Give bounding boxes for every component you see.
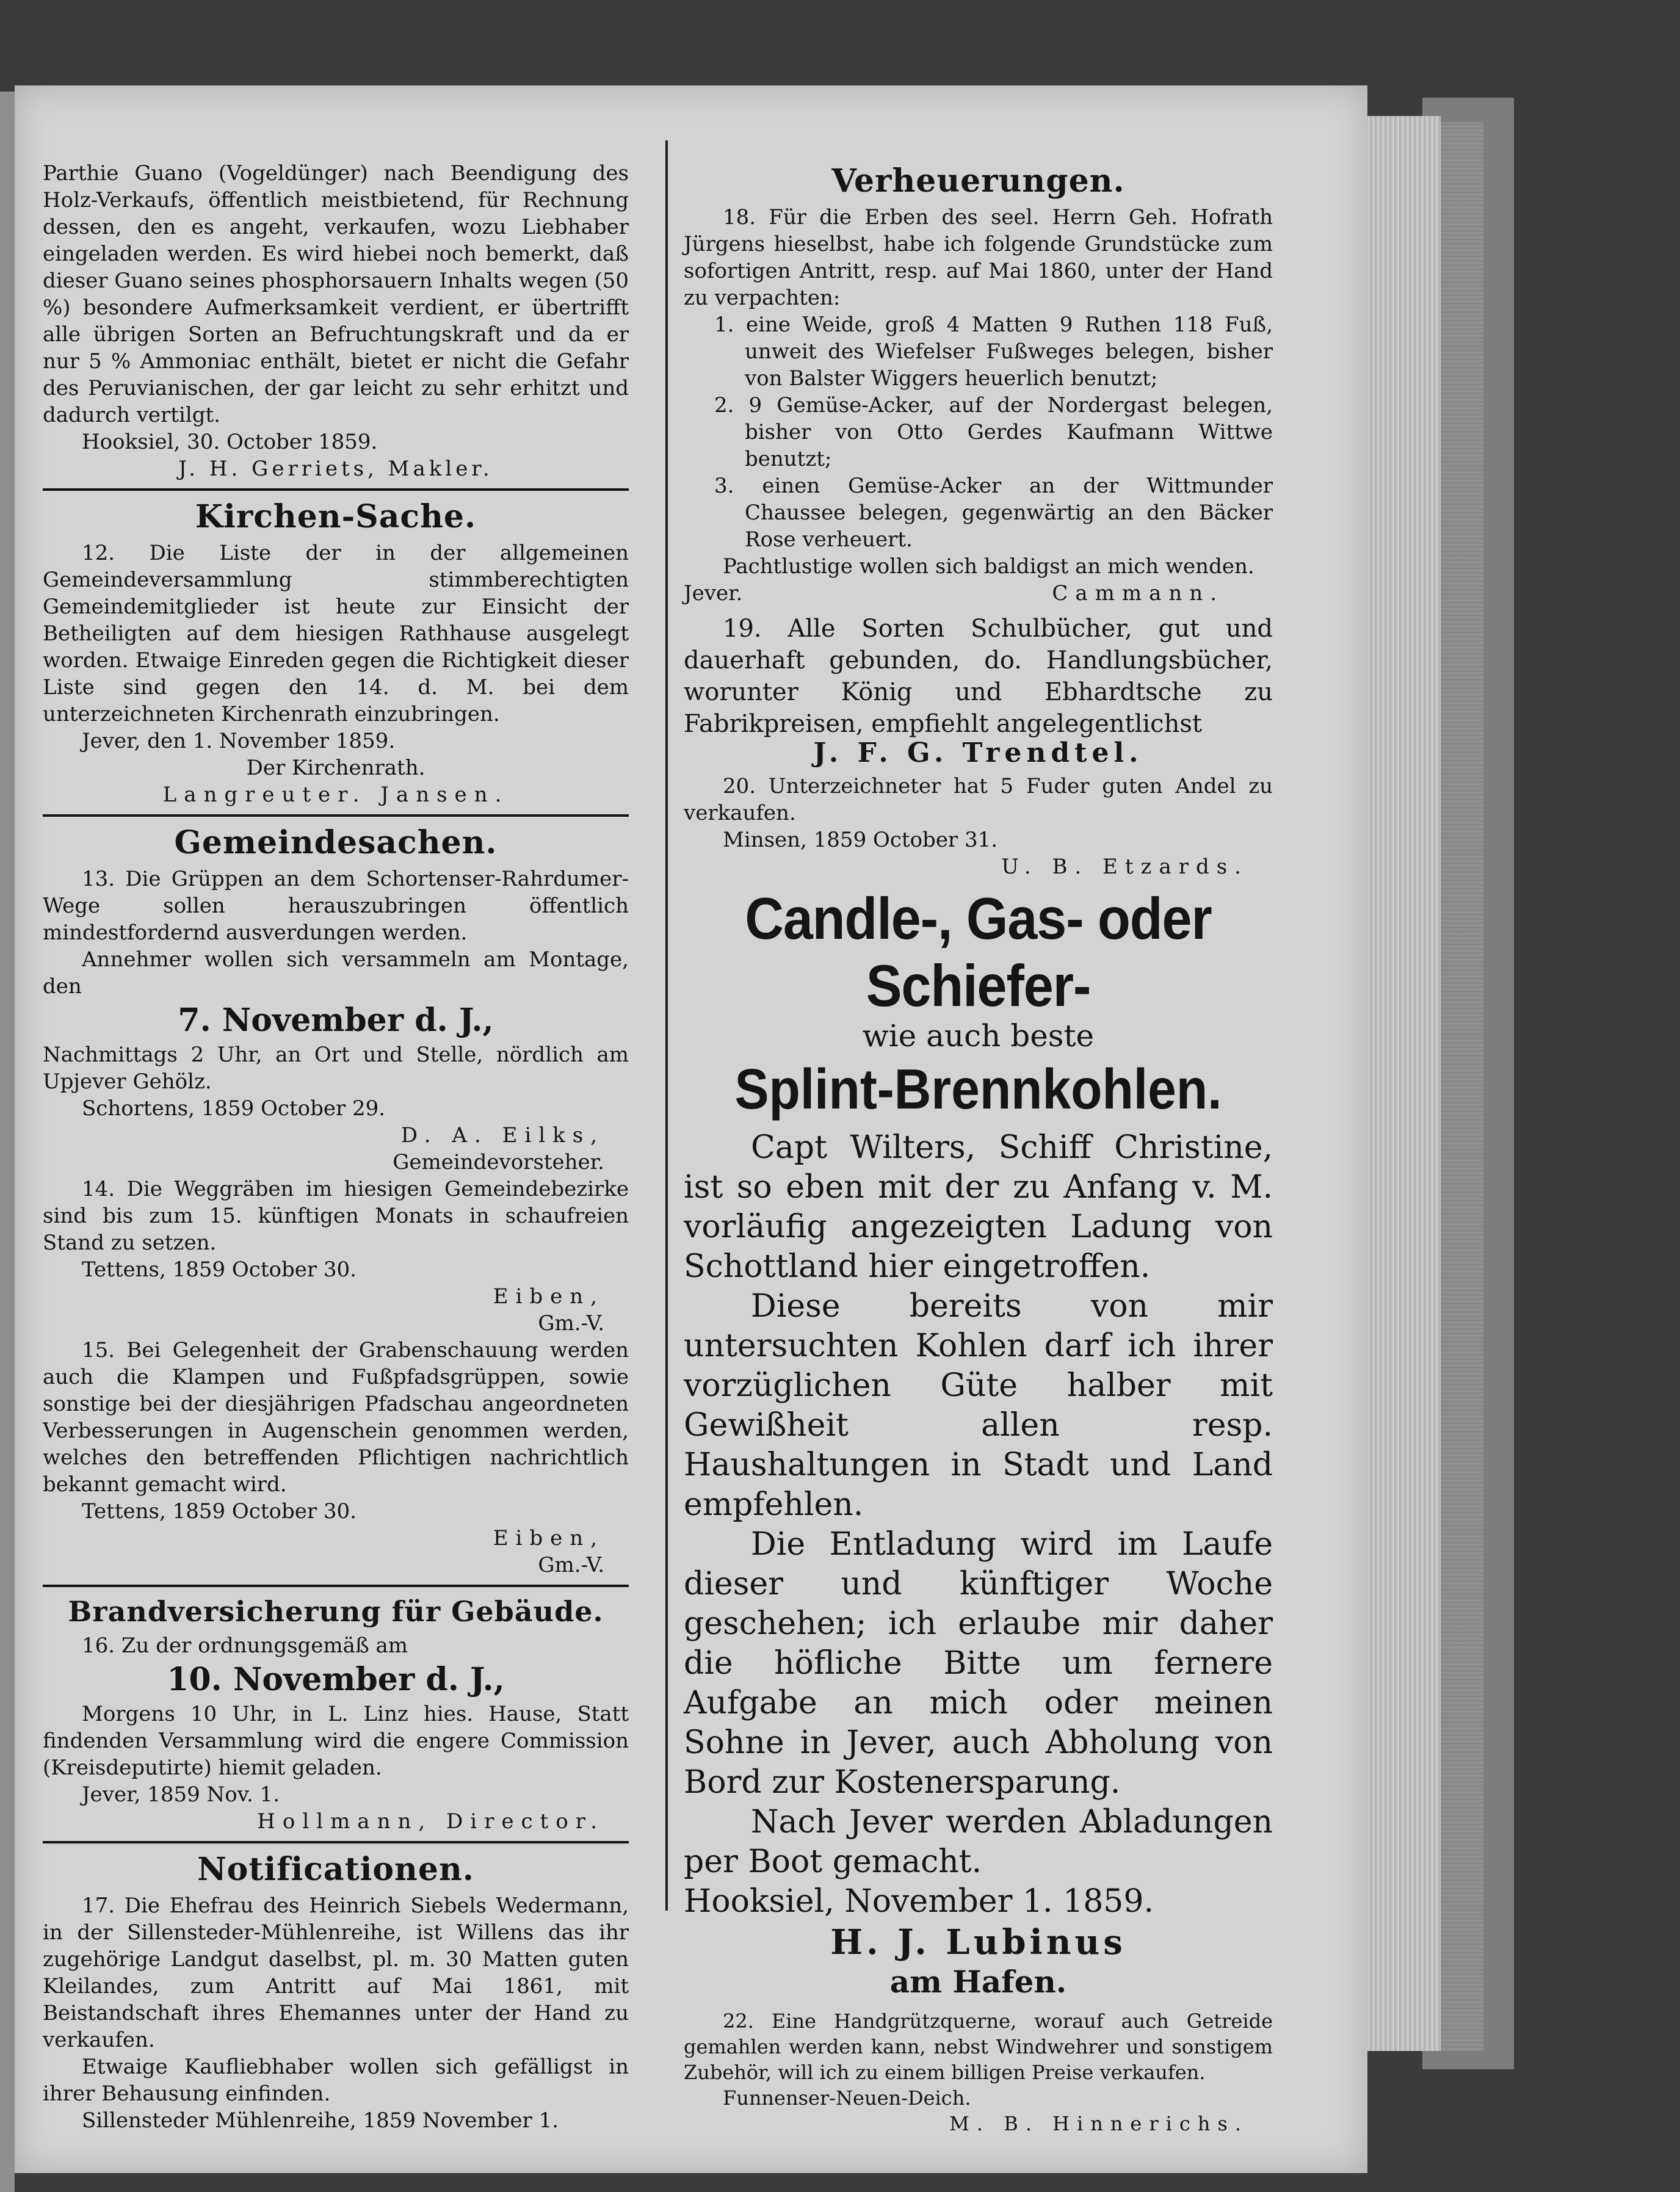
verheuer-section xyxy=(684,162,1273,607)
notice-13-time: Nachmittags 2 Uhr, an Ort und Stelle, nördlich am Upjever Gehölz. xyxy=(43,1043,629,1094)
brand-signature: Hollmann, Director. xyxy=(257,1809,604,1834)
brand-section xyxy=(43,1594,629,1835)
verheuer-item: 2. 9 Gemüse-Acker, auf der Nordergast belegen, bisher von Otto Gerdes Kaufmann Wittwe benutzt; xyxy=(714,393,1273,471)
verheuer-intro: 18. Für die Erben des seel. Herrn Geh. Hofrath Jürgens hieselbst, habe ich folgende Grundstücke zum sofortigen Antritt, resp. auf Mai 1860, unter der Hand zu verpachten: xyxy=(684,205,1273,310)
andel-text: 20. Unterzeichneter hat 5 Fuder guten Andel zu verkaufen. xyxy=(684,774,1273,825)
column-divider xyxy=(665,140,668,1911)
handgruetz-notice xyxy=(684,2008,1273,2136)
notice-13-meet: Annehmer wollen sich versammeln am Montage, den xyxy=(43,947,629,999)
kohlen-signature: H. J. Lubinus xyxy=(830,1922,1126,1962)
section-divider xyxy=(43,814,629,817)
kohlen-p1: Capt Wilters, Schiff Christine, ist so eben mit der zu Anfang v. M. vorläufig angezeigten Ladung von Schottland hier eingetroffen. xyxy=(684,1129,1273,1285)
notice-15-title: Gm.-V. xyxy=(538,1553,604,1577)
notice-14-text: 14. Die Weggräben im hiesigen Gemeindebezirke sind bis zum 15. künftigen Monats in schaufreien Stand zu setzen. xyxy=(43,1177,629,1255)
andel-notice xyxy=(684,773,1273,880)
kohlen-p2: Diese bereits von mir untersuchten Kohlen darf ich ihrer vorzüglichen Güte halber mit Gewißheit allen resp. Haushaltungen in Stadt und Land empfehlen. xyxy=(684,1288,1273,1523)
notice-14-place-date: Tettens, 1859 October 30. xyxy=(82,1257,357,1282)
notice-13-text: 13. Die Grüppen an dem Schortenser-Rahrdumer-Wege sollen herauszubringen öffentlich mindestfordernd ausverdungen werden. xyxy=(43,867,629,945)
verheuer-item: 1. eine Weide, groß 4 Matten 9 Ruthen 118 Fuß, unweit des Wiefelser Fußweges belegen, bisher von Balster Wiggers heuerlich benutzt; xyxy=(714,313,1273,391)
notice-15-text: 15. Bei Gelegenheit der Grabenschauung werden auch die Klampen und Fußpfadsgrüppen, sowie sonstige bei der diesjährigen Pfadschau angeordneten Verbesserungen in Augenschein genommen werden, welches den betreffenden Pflichtigen nachrichtlich bekannt gemacht wird. xyxy=(43,1338,629,1497)
handgruetz-signature: M. B. Hinnerichs. xyxy=(949,2112,1248,2135)
notice-15-signature: Eiben, xyxy=(493,1526,604,1550)
kirchen-signatures: Langreuter. Jansen. xyxy=(162,783,509,807)
notif-text: 17. Die Ehefrau des Heinrich Siebels Wedermann, in der Sillensteder-Mühlenreihe, ist Willens das ihr zugehörige Landgut daselbst, pl. m. 30 Matten guten Kleilandes, zum Antritt auf Mai 1861, mit Beistandschaft ihres Ehemannes unter der Hand zu verkaufen. xyxy=(43,1894,629,2052)
verheuer-place: Jever. xyxy=(684,581,743,606)
section-divider xyxy=(43,1841,629,1843)
gemeinde-section xyxy=(43,824,629,1579)
kohlen-advert xyxy=(684,885,1273,2001)
verheuer-sign-row xyxy=(684,580,1273,607)
kohlen-place-date: Hooksiel, November 1. 1859. xyxy=(684,1883,1154,1920)
kohlen-p3: Die Entladung wird im Laufe dieser und künftiger Woche geschehen; ich erlaube mir daher die höfliche Bitte um fernere Aufgabe an mich oder meinen Sohne in Jever, auch Abholung von Bord zur Kostenersparung. xyxy=(684,1526,1273,1801)
andel-signature: U. B. Etzards. xyxy=(1001,855,1248,879)
notif-text2: Etwaige Kaufliebhaber wollen sich gefälligst in ihrer Behausung einfinden. xyxy=(43,2055,629,2106)
kohlen-title: Candle-, Gas- oder Schiefer- xyxy=(745,885,1212,1019)
handgruetz-place: Funnenser-Neuen-Deich. xyxy=(723,2086,971,2110)
kirchen-text: 12. Die Liste der in der allgemeinen Gemeindeversammlung stimmberechtigten Gemeindemitglieder ist heute zur Einsicht der Betheiligten auf dem hiesigen Rathhause ausgelegt worden. Etwaige Einreden gegen die Richtigkeit dieser Liste sind gegen den 14. d. M. bei dem unterzeichneten Kirchenrath einzubringen. xyxy=(43,541,629,726)
verheuer-closing: Pachtlustige wollen sich baldigst an mich wenden. xyxy=(723,554,1255,579)
brand-place-date: Jever, 1859 Nov. 1. xyxy=(82,1782,280,1807)
kohlen-p4: Nach Jever werden Abladungen per Boot gemacht. xyxy=(684,1804,1273,1880)
kirchen-heading: Kirchen-Sache. xyxy=(195,498,477,535)
kirchen-authority: Der Kirchenrath. xyxy=(246,756,425,780)
gemeinde-heading: Gemeindesachen. xyxy=(174,824,498,861)
notice-14-title: Gm.-V. xyxy=(538,1311,604,1336)
schulbuecher-notice xyxy=(684,613,1273,767)
verheuer-heading: Verheuerungen. xyxy=(831,162,1125,200)
brand-date: 10. November d. J., xyxy=(167,1661,505,1698)
schulbuecher-text: 19. Alle Sorten Schulbücher, gut und dauerhaft gebunden, do. Handlungsbücher, worunter König und Ebhardtsche zu Fabrikpreisen, empfiehlt angelegentlichst xyxy=(684,615,1273,738)
kirchen-place-date: Jever, den 1. November 1859. xyxy=(82,729,396,753)
verheuer-signature: Cammann. xyxy=(1052,581,1224,606)
kohlen-title-2: Splint-Brennkohlen. xyxy=(734,1057,1222,1121)
previous-page-edge xyxy=(0,92,15,2192)
verheuer-item: 3. einen Gemüse-Acker an der Wittmunder Chaussee belegen, gegenwärtig an den Bäcker Rose verheuert. xyxy=(714,474,1273,552)
schulbuecher-signature: J. F. G. Trendtel. xyxy=(813,737,1143,769)
guano-signature: J. H. Gerriets, Makler. xyxy=(178,457,493,481)
section-divider xyxy=(43,1585,629,1587)
notice-13-date: 7. November d. J., xyxy=(178,1002,494,1039)
notice-13-place-date: Schortens, 1859 October 29. xyxy=(82,1096,386,1121)
andel-place-date: Minsen, 1859 October 31. xyxy=(723,828,998,852)
guano-text: Parthie Guano (Vogeldünger) nach Beendigung des Holz-Verkaufs, öffentlich meistbietend, für Rechnung dessen, den es angeht, verkaufen, wozu Liebhaber eingeladen werden. Es wird hiebei noch bemerkt, daß dieser Guano seines phosphorsauern Inhalts wegen (50 %) besondere Aufmerksamkeit verdient, er übertrifft alle übrigen Sorten an Befruchtungskraft und da er nur 5 % Ammoniac enthält, bietet er nicht die Gefahr des Peruvianischen, der gar leicht zu sehr erhitzt und dadurch vertilgt. xyxy=(43,161,629,427)
notif-place-date: Sillensteder Mühlenreihe, 1859 November 1. xyxy=(82,2108,559,2133)
cover-texture xyxy=(1441,122,1483,2051)
handgruetz-text: 22. Eine Handgrützquerne, worauf auch Getreide gemahlen werden kann, nebst Windwehrer und sonstigem Zubehör, will ich zu einem billigen Preise verkaufen. xyxy=(684,2009,1273,2084)
section-divider xyxy=(43,488,629,491)
notice-14-signature: Eiben, xyxy=(493,1284,604,1309)
notice-15-place-date: Tettens, 1859 October 30. xyxy=(82,1499,357,1524)
guano-notice xyxy=(43,160,629,482)
kohlen-signature-sub: am Hafen. xyxy=(889,1964,1067,2000)
page-stack-edge xyxy=(1367,116,1441,2051)
notice-13-title: Gemeindevorsteher. xyxy=(393,1150,604,1174)
notif-section xyxy=(43,1851,629,2134)
brand-line1: 16. Zu der ordnungsgemäß am xyxy=(82,1633,408,1658)
guano-place-date: Hooksiel, 30. October 1859. xyxy=(82,430,378,454)
kirchen-section xyxy=(43,498,629,808)
brand-heading: Brandversicherung für Gebäude. xyxy=(68,1595,604,1628)
kohlen-subtitle: wie auch beste xyxy=(862,1018,1095,1054)
notif-heading: Notificationen. xyxy=(197,1851,474,1888)
left-column xyxy=(43,160,629,2134)
brand-text: Morgens 10 Uhr, in L. Linz hies. Hause, Statt findenden Versammlung wird die engere Commission (Kreisdeputirte) hiemit geladen. xyxy=(43,1702,629,1780)
notice-13-signature: D. A. Eilks, xyxy=(400,1123,604,1148)
right-column xyxy=(684,160,1273,2136)
